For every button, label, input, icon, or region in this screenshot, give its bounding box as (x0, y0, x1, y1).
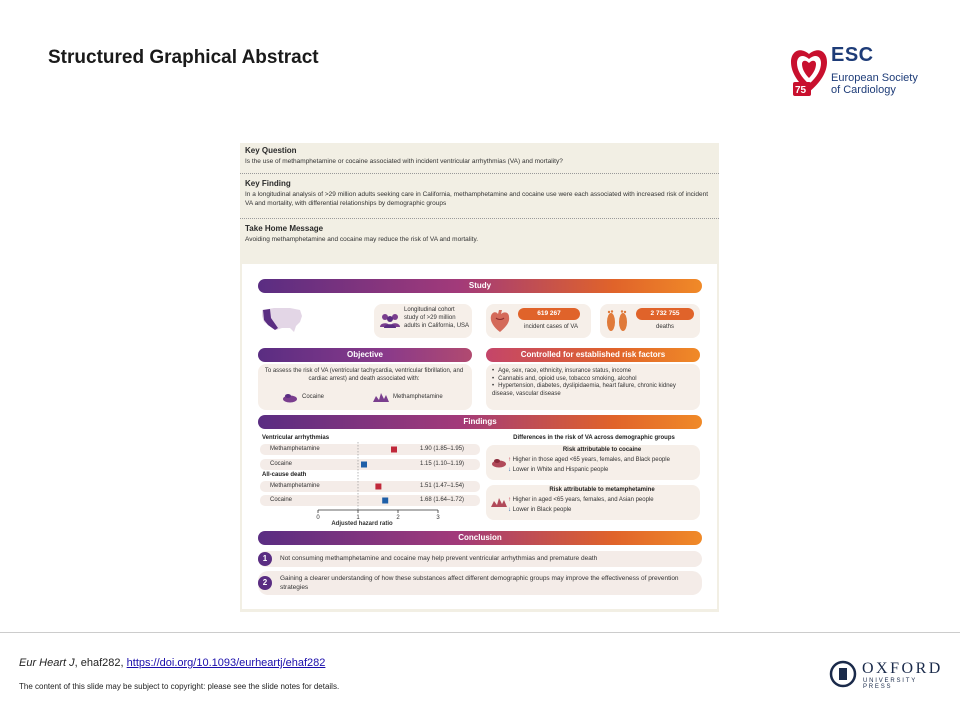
controlled-item: • Hypertension, diabetes, dyslipidaemia, heart failure, chronic kidney disease, vascular disease (492, 383, 696, 398)
abstract-body (242, 264, 717, 609)
drug-meth-label: Methamphetamine (393, 394, 443, 400)
divider (240, 173, 719, 174)
cohort-text: Longitudinal cohort study of >29 million adults in California, USA (404, 307, 470, 329)
key-question-heading: Key Question (245, 146, 297, 155)
methamphetamine-icon (490, 496, 508, 508)
oxford-name: OXFORD (862, 660, 943, 677)
conclusion-item (258, 571, 702, 595)
esc-name: ESC (831, 44, 874, 66)
key-finding (240, 179, 719, 208)
drug-cocaine-label: Cocaine (302, 394, 325, 400)
cocaine-icon (490, 456, 508, 468)
journal-name: Eur Heart J (19, 657, 75, 669)
conclusion-text: Gaining a clearer understanding of how these substances affect different demographic groups may improve the effectiveness of prevention strategies (280, 575, 679, 591)
meth-risk-down (508, 506, 698, 514)
arrow-down-icon: ↓ (508, 507, 511, 513)
cocaine-risk-down-text: Lower in White and Hispanic people (512, 467, 609, 473)
conclusion-text: Not consuming methamphetamine and cocaine may help prevent ventricular arrhythmias and premature death (280, 555, 598, 562)
objective-text: To assess the risk of VA (ventricular tachycardia, ventricular fibrillation, and cardiac arrest) and death associated with: (264, 368, 464, 382)
cocaine-risk-heading: Risk attributable to cocaine (562, 447, 642, 453)
forest-plot (242, 264, 482, 534)
forest-row-value: 1.15 (1.10–1.19) (420, 461, 465, 467)
esc-subtitle-line1: European Society (831, 72, 918, 84)
conclusion-item (258, 551, 702, 567)
esc-subtitle-line2: of Cardiology (831, 84, 896, 96)
arrow-up-icon: ↑ (508, 457, 511, 463)
take-home-text: Avoiding methamphetamine and cocaine may reduce the risk of VA and mortality. (245, 236, 479, 243)
controlled-item: • Cannabis and, opioid use, tobacco smoking, alcohol (492, 376, 696, 384)
controlled-list (492, 368, 696, 398)
deaths-count-pill: 2 732 755 (636, 308, 694, 320)
controlled-item: • Age, sex, race, ethnicity, insurance status, income (492, 368, 696, 376)
forest-row-value: 1.68 (1.64–1.72) (420, 497, 465, 503)
forest-row-label: Cocaine (270, 497, 293, 503)
forest-axis-label: Adjusted hazard ratio (331, 521, 393, 527)
forest-group-death: All-cause death (262, 472, 307, 478)
esc-badge: 75 (795, 85, 807, 96)
arrow-up-icon: ↑ (508, 497, 511, 503)
forest-tick-label: 0 (316, 515, 320, 521)
take-home-heading: Take Home Message (245, 224, 324, 233)
cocaine-risk-up-text: Higher in those aged <65 years, females, and Black people (512, 457, 670, 463)
meth-risk-heading: Risk attributable to metamphetamine (549, 487, 655, 493)
forest-tick-label: 1 (356, 515, 360, 521)
key-question-text: Is the use of methamphetamine or cocaine associated with incident ventricular arrhythmias (VA) and mortality? (245, 158, 563, 165)
feet-icon (604, 309, 630, 333)
forest-point (375, 484, 381, 490)
graphical-abstract (240, 143, 719, 612)
forest-row-value: 1.51 (1.47–1.54) (420, 483, 465, 489)
heart-organ-icon (489, 308, 511, 334)
oxford-sub: UNIVERSITY PRESS (863, 678, 917, 690)
study-bar: Study (258, 279, 702, 293)
footer-divider (0, 632, 960, 633)
oxford-crest-icon (829, 660, 857, 688)
esc-subtitle (831, 72, 918, 96)
slide-title: Structured Graphical Abstract (48, 47, 319, 68)
key-finding-heading: Key Finding (245, 179, 291, 188)
forest-point (382, 498, 388, 504)
forest-row-label: Methamphetamine (270, 446, 320, 452)
key-finding-text: In a longitudinal analysis of >29 million adults seeking care in California, methamphetamine and cocaine use were each associated with increased risk of incident VA and mortality, with differential relationships by demographic groups (245, 191, 709, 207)
cocaine-risk-down (508, 466, 698, 474)
forest-row-label: Cocaine (270, 461, 293, 467)
oxford-logo (829, 660, 944, 690)
citation (19, 657, 325, 669)
esc-logo (789, 42, 929, 100)
objective-bar: Objective (258, 348, 472, 362)
va-label: incident cases of VA (524, 324, 578, 330)
deaths-label: deaths (655, 324, 674, 330)
doi-link[interactable]: https://doi.org/10.1093/eurheartj/ehaf282 (126, 657, 326, 669)
conclusion-number: 1 (258, 552, 272, 566)
va-count-pill: 619 267 (518, 308, 580, 320)
take-home-message (240, 224, 719, 244)
divider (240, 218, 719, 219)
meth-risk-up-text: Higher in aged <65 years, females, and Asian people (512, 497, 654, 503)
forest-row-value: 1.90 (1.85–1.95) (420, 446, 465, 452)
meth-risk-up (508, 496, 698, 504)
arrow-down-icon: ↓ (508, 467, 511, 473)
meth-risk-down-text: Lower in Black people (512, 507, 572, 513)
esc-heart-icon (789, 42, 829, 100)
forest-point (361, 462, 367, 468)
cocaine-risk-up (508, 456, 698, 464)
key-question (240, 146, 719, 166)
forest-group-va: Ventricular arrhythmias (262, 435, 330, 441)
article-id: , ehaf282, (74, 657, 127, 669)
forest-point (391, 447, 397, 453)
conclusion-number: 2 (258, 576, 272, 590)
conclusion-bar: Conclusion (258, 531, 702, 545)
controlled-bar: Controlled for established risk factors (486, 348, 700, 362)
copyright-notice: The content of this slide may be subject to copyright: please see the slide notes for details. (19, 682, 340, 691)
forest-tick-label: 2 (396, 515, 400, 521)
findings-bar: Findings (258, 415, 702, 429)
forest-tick-label: 3 (436, 515, 440, 521)
differences-heading: Differences in the risk of VA across demographic groups (513, 435, 675, 441)
forest-row-label: Methamphetamine (270, 483, 320, 489)
